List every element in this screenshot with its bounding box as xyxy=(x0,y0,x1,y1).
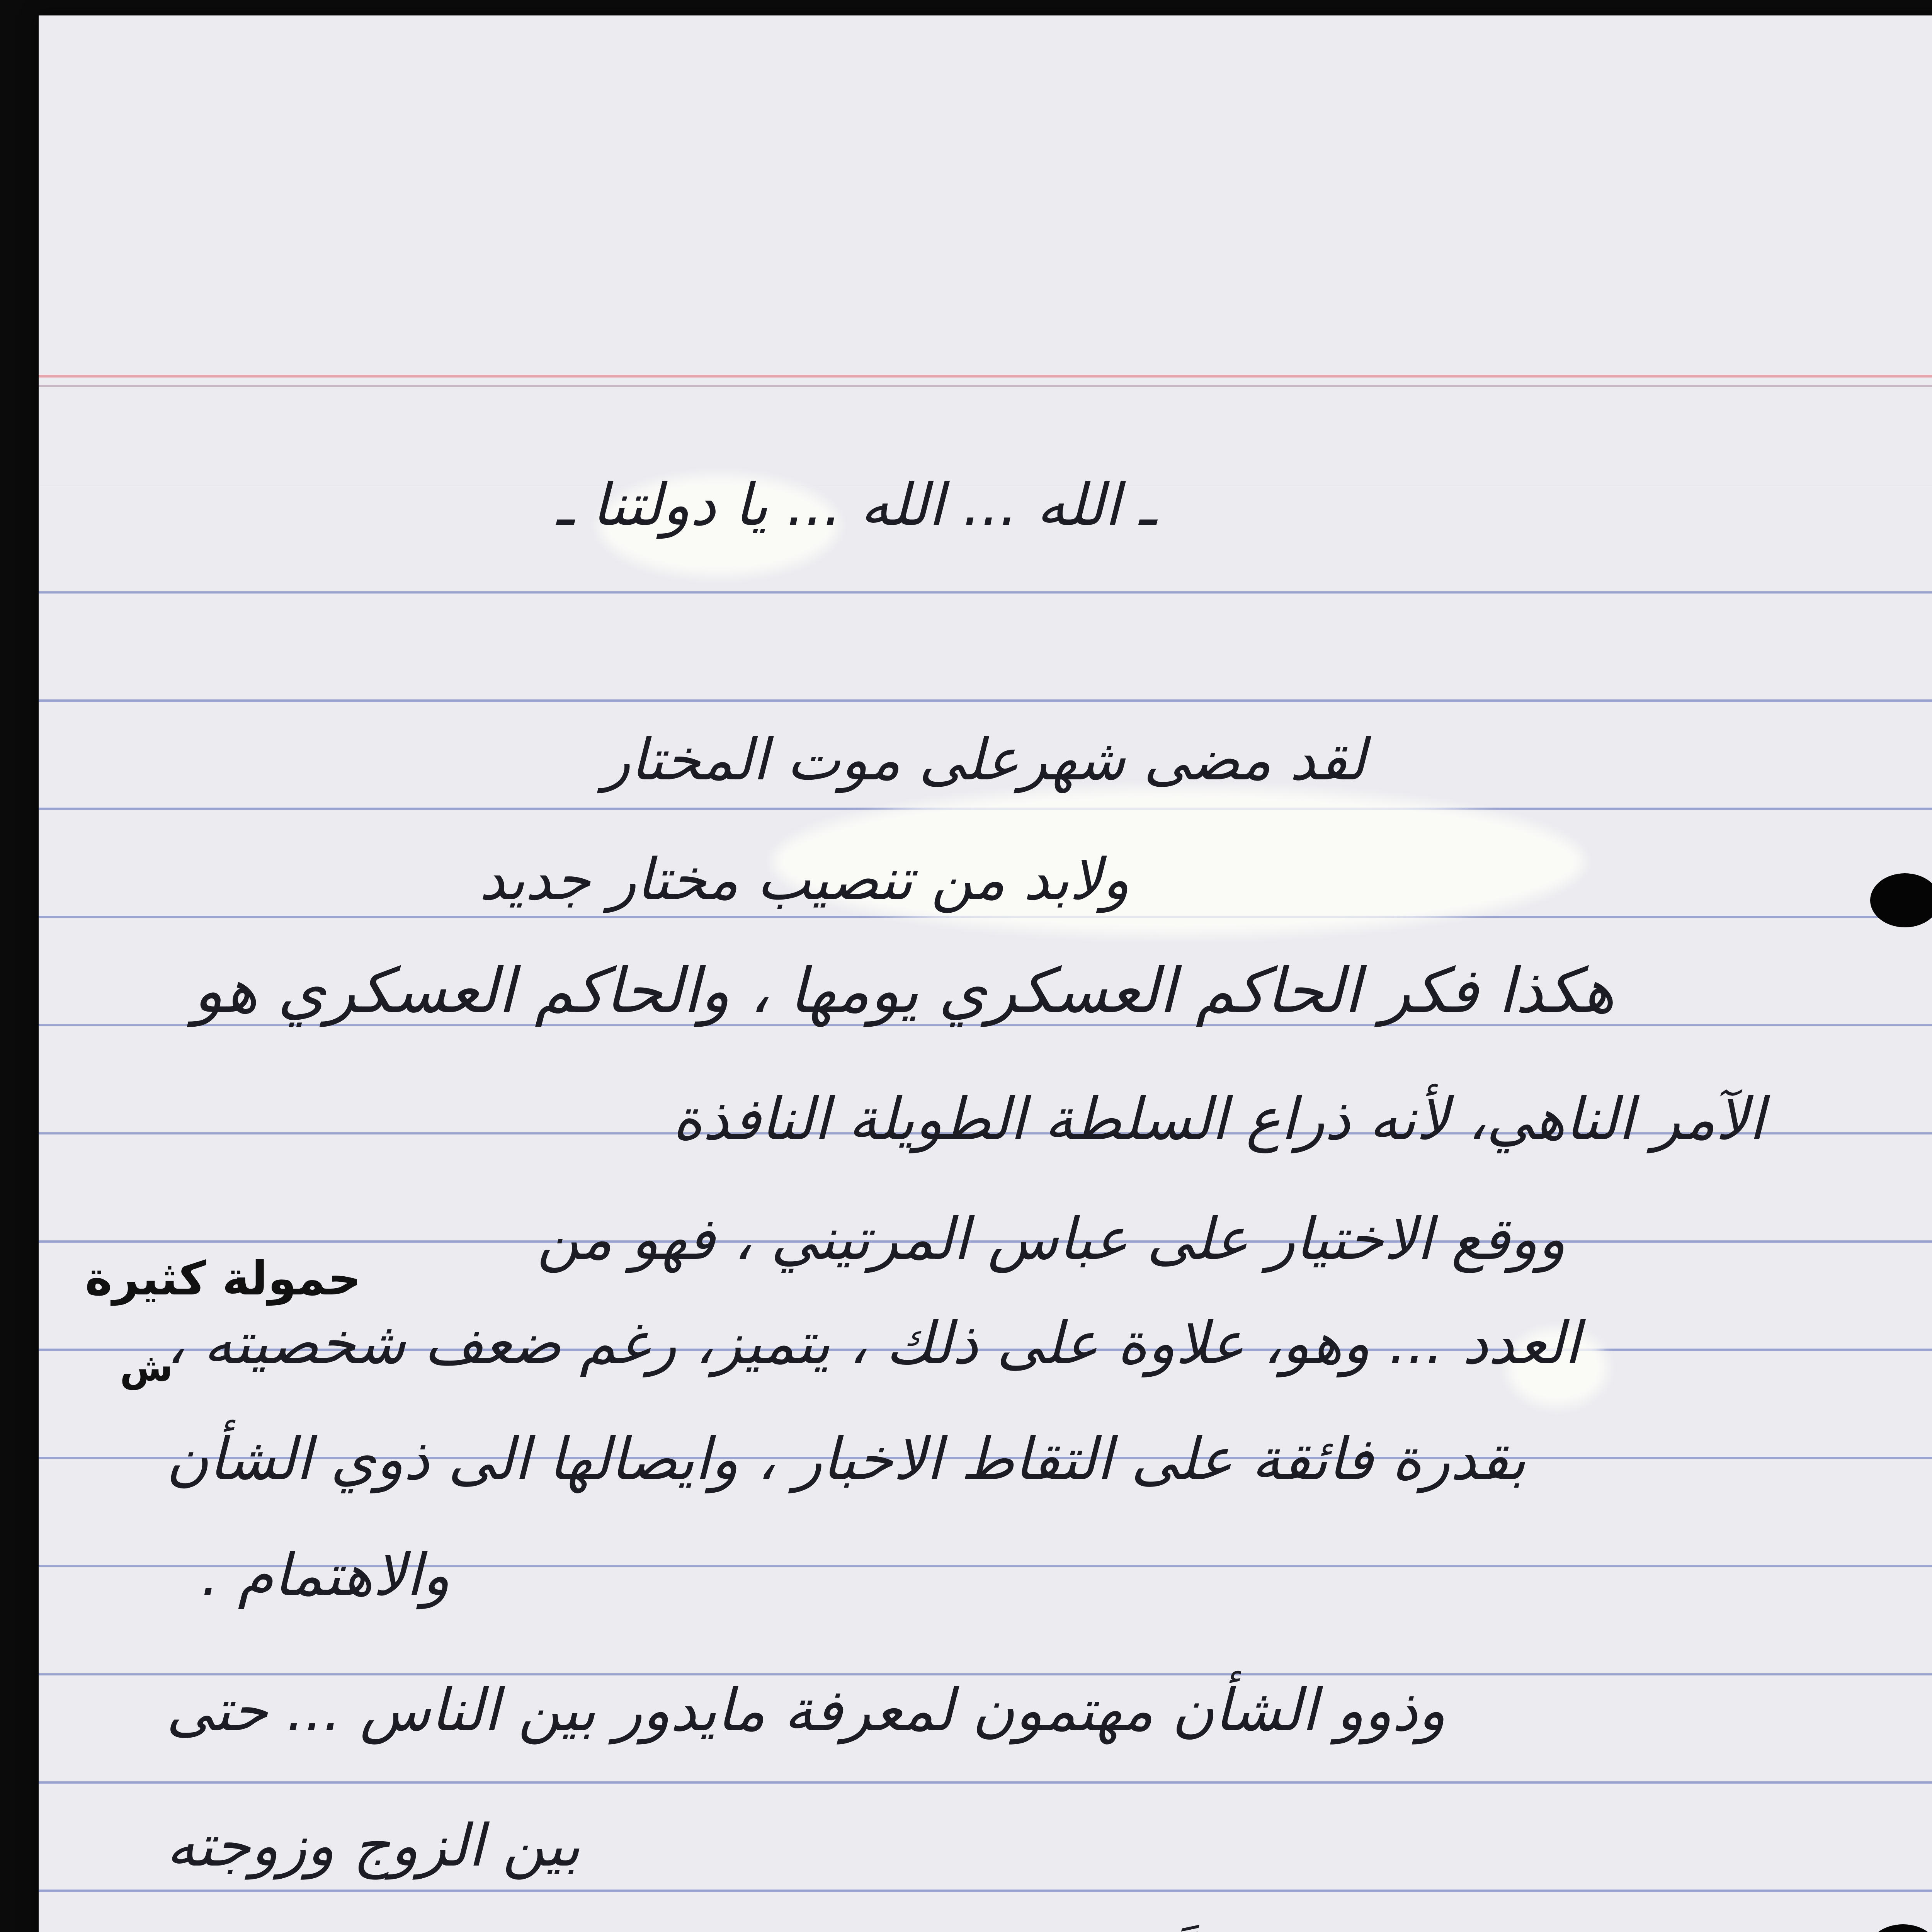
text-line: بين الزوج وزوجته xyxy=(166,1812,580,1879)
text-line: وذوو الشأن مهتمون لمعرفة مايدور بين الناس ... حتى xyxy=(166,1677,1446,1744)
text-line: بقدرة فائقة على التقاط الاخبار ، وايصالها الى ذوي الشأن xyxy=(166,1426,1526,1493)
paper-top-margin xyxy=(39,15,1932,485)
text-line: الآمر الناهي، لأنه ذراع السلطة الطويلة النافذة xyxy=(672,1086,1765,1153)
text-line: ووقع الاختيار على عباس المرتيني ، فهو من xyxy=(537,1206,1566,1273)
document-title: ـ الله ... الله ... يا دولتنا ـ xyxy=(556,471,1156,539)
punch-hole xyxy=(1866,1924,1932,1932)
punch-hole xyxy=(1870,873,1932,927)
lined-paper-sheet xyxy=(39,15,1932,1932)
text-line: العدد ... وهو، علاوة على ذلك ، يتميز، رغم ضعف شخصيته ، xyxy=(166,1310,1580,1377)
text-line: هكذا فكر الحاكم العسكري يومها ، والحاكم العسكري هو xyxy=(193,954,1615,1027)
text-line: والاهتمام . xyxy=(201,1542,450,1609)
handwritten-insertion: حمولة كثيرة xyxy=(85,1252,362,1306)
handwritten-insertion: ش xyxy=(120,1345,173,1390)
text-line: ولابد من تنصيب مختار جديد xyxy=(479,846,1130,913)
text-line: لقد مضى شهرعلى موت المختار xyxy=(603,726,1366,793)
top-margin-rule xyxy=(39,375,1932,378)
top-margin-rule-secondary xyxy=(39,385,1932,387)
